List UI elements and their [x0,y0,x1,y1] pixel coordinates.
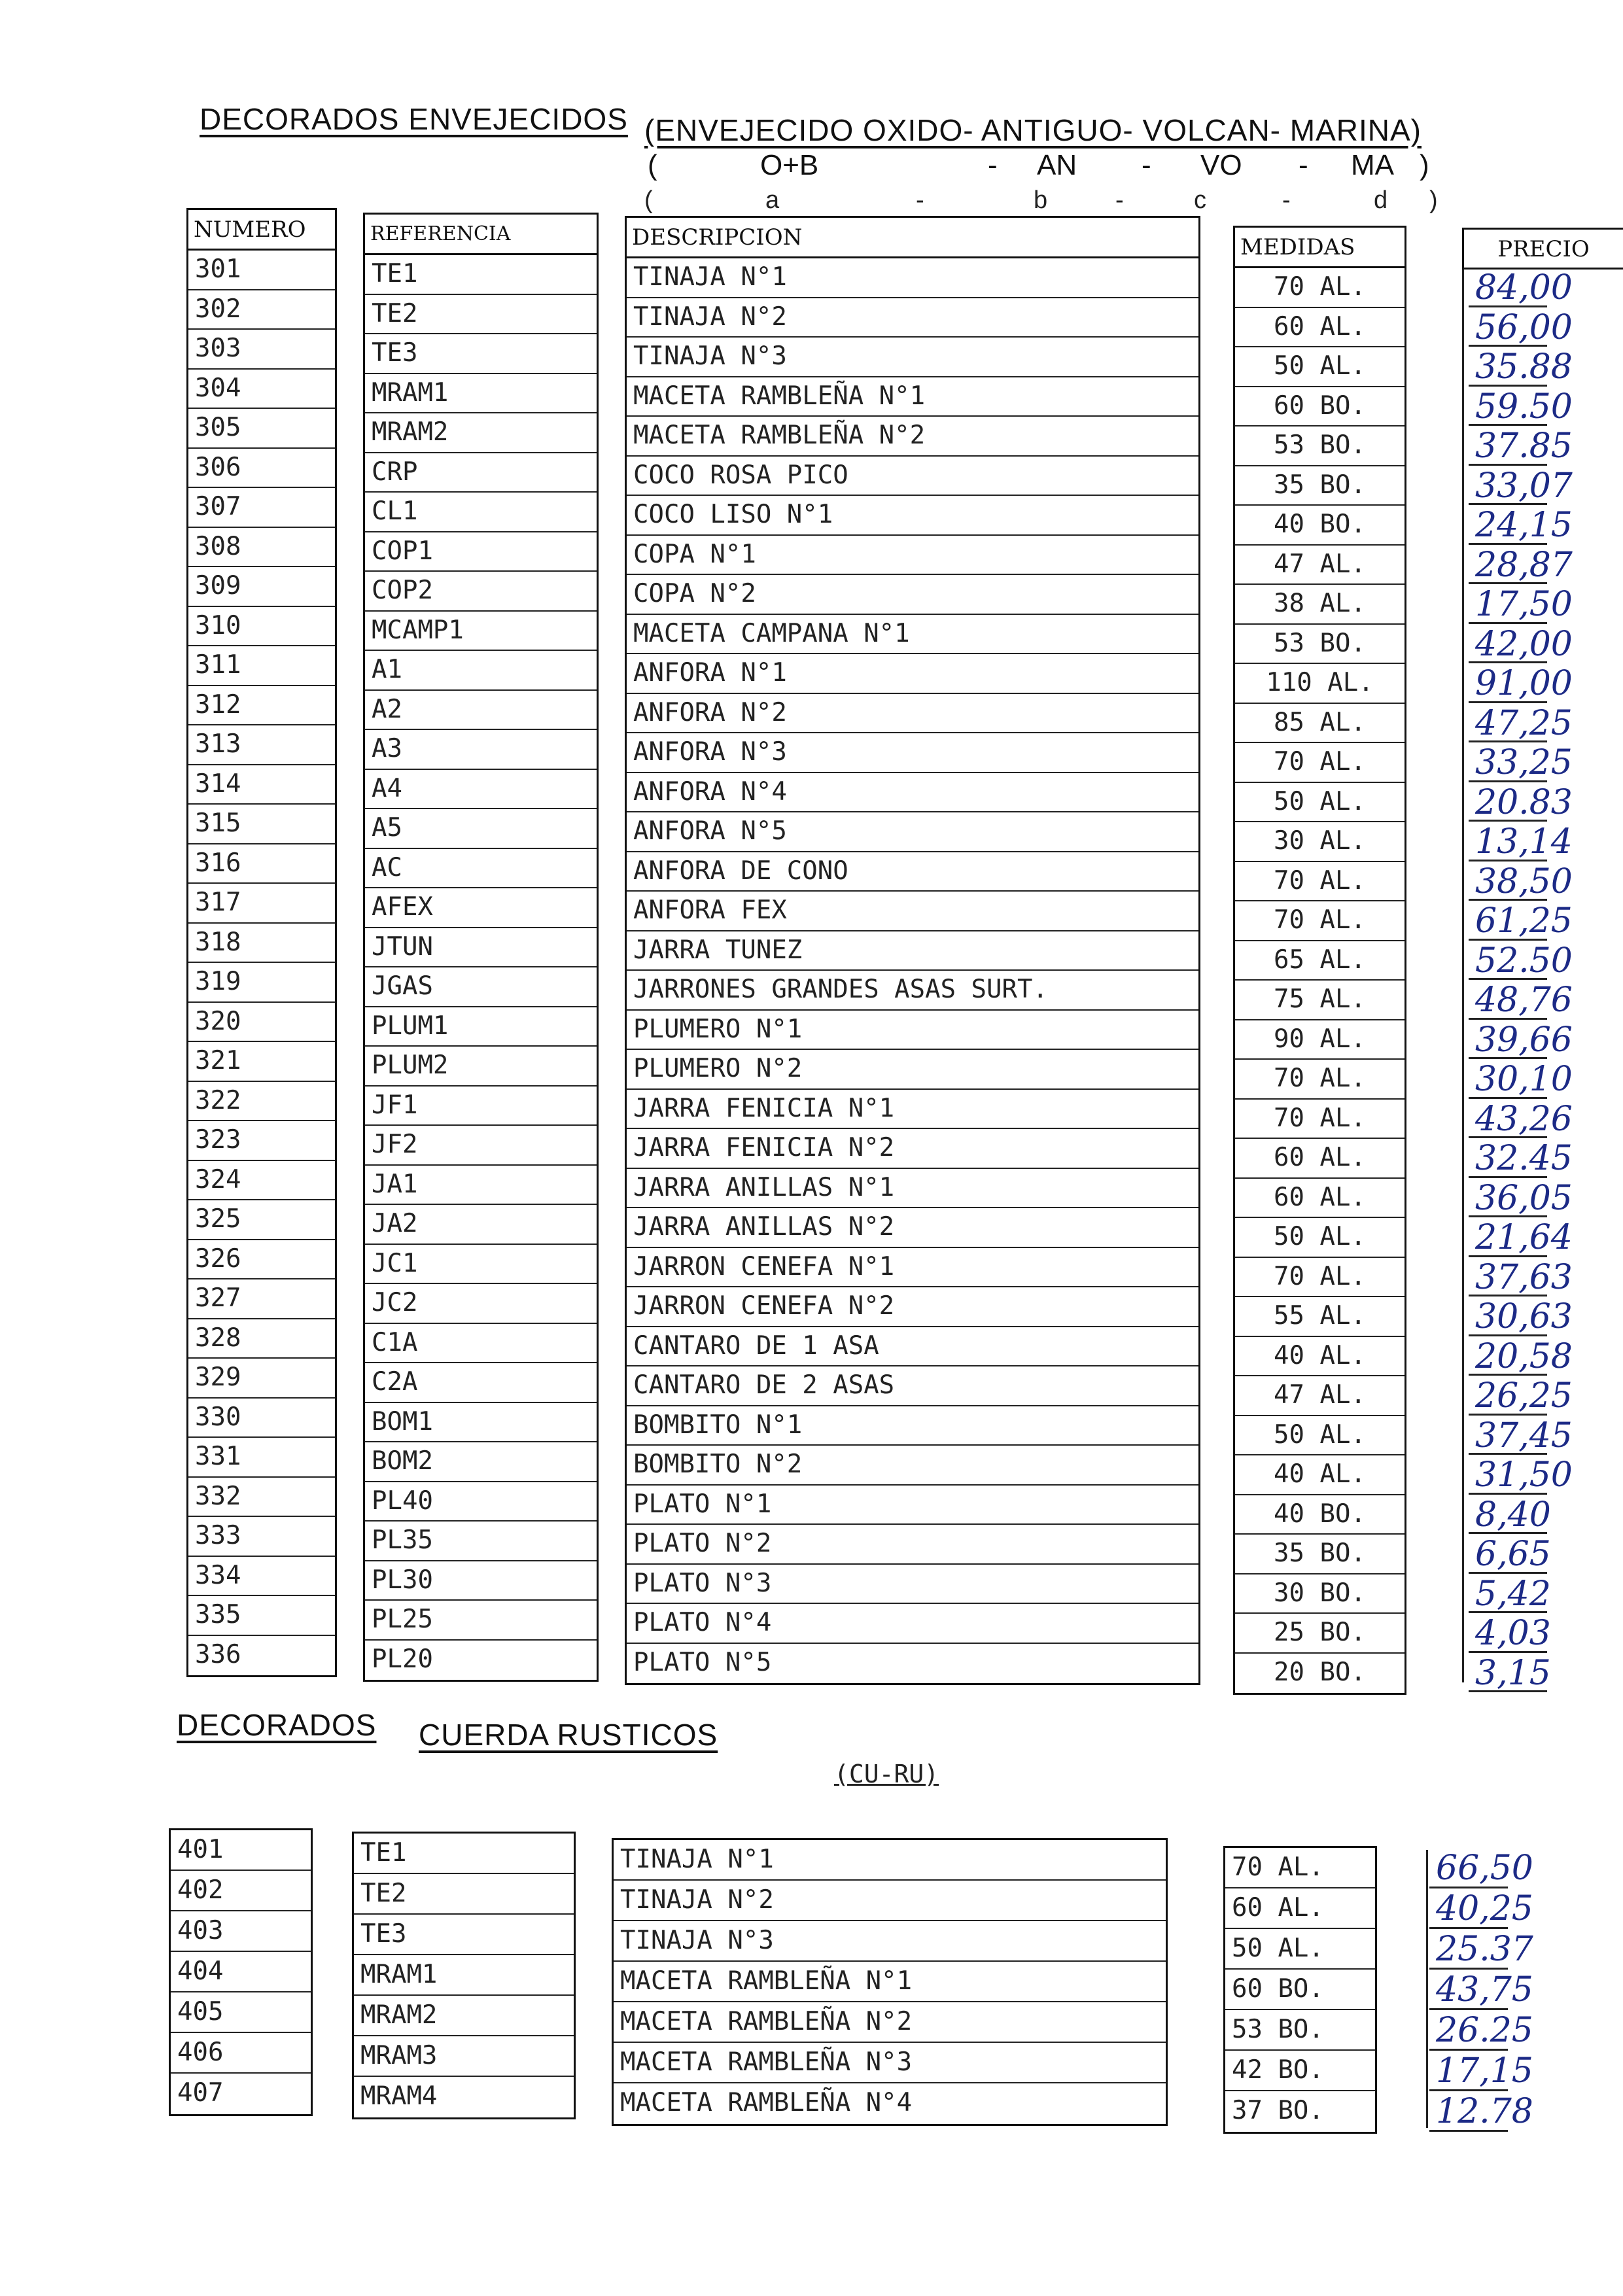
finish-letter-d: d [1374,186,1388,214]
descripcion-cell: JARRA TUNEZ [627,931,1198,971]
medidas-cell: 50 AL. [1235,347,1405,387]
finish-code-sep: - [988,149,998,181]
precio-value: 17,15 [1436,2051,1533,2091]
medidas-cell: 60 AL. [1235,1179,1405,1219]
medidas-cell: 110 AL. [1235,664,1405,704]
referencia-cell: COP2 [365,572,597,612]
numero-cell: 303 [188,330,335,370]
descripcion-cell: MACETA CAMPANA N°1 [627,615,1198,655]
referencia-cell: TE3 [365,334,597,374]
descripcion-cell: JARRON CENEFA N°1 [627,1248,1198,1288]
finish-code-open: ( [648,149,657,181]
referencia-cell: A1 [365,651,597,691]
finish-code-ma: MA [1351,149,1394,181]
descripcion-cell: TINAJA N°3 [627,338,1198,377]
numero-cell: 403 [171,1911,311,1952]
precio-value: 47,25 [1475,703,1573,743]
medidas-cell: 70 AL. [1235,743,1405,783]
s2-descripcion-column [612,1838,1168,2126]
referencia-cell: A4 [365,770,597,810]
medidas-cell: 70 AL. [1235,1060,1405,1100]
finish-letter-sep: - [1115,186,1124,214]
referencia-cell: C1A [365,1324,597,1364]
descripcion-cell: ANFORA N°5 [627,812,1198,852]
precio-value: 5,42 [1475,1574,1551,1614]
finish-code-sep: - [1142,149,1151,181]
medidas-cell: 50 AL. [1235,1218,1405,1258]
section1-title: DECORADOS ENVEJECIDOS [200,102,628,136]
numero-cell: 304 [188,370,335,409]
medidas-cell: 47 AL. [1235,546,1405,585]
referencia-cell: PL30 [365,1561,597,1601]
descripcion-cell: TINAJA N°2 [614,1881,1166,1921]
medidas-cell: 60 BO. [1235,387,1405,427]
precio-value: 26,25 [1475,1376,1573,1416]
medidas-cell: 53 BO. [1225,2010,1375,2051]
precio-value: 37,63 [1475,1257,1573,1297]
descripcion-cell: MACETA RAMBLEÑA N°2 [614,2002,1166,2043]
precio-value: 59.50 [1475,387,1573,426]
numero-cell: 305 [188,409,335,449]
descripcion-header: DESCRIPCION [627,218,1198,258]
section2-title-type: CUERDA RUSTICOS [419,1718,718,1752]
medidas-cell: 38 AL. [1235,585,1405,625]
finish-code-an: AN [1037,149,1077,181]
descripcion-cell: JARRA FENICIA N°1 [627,1090,1198,1130]
medidas-cell: 60 AL. [1225,1888,1375,1929]
descripcion-cell: MACETA RAMBLEÑA N°2 [627,417,1198,457]
medidas-cell: 35 BO. [1235,466,1405,506]
precio-value: 36,05 [1475,1178,1573,1218]
numero-cell: 407 [177,2078,224,2108]
precio-value: 56,00 [1475,307,1573,347]
precio-value: 33,07 [1475,466,1573,506]
numero-cell: 313 [188,725,335,765]
precio-header-box [1462,228,1623,270]
descripcion-cell: PLUMERO N°2 [627,1050,1198,1090]
precio-value: 6,65 [1475,1535,1551,1574]
numero-cell: 325 [188,1200,335,1240]
precio-value: 35.88 [1475,347,1573,387]
medidas-cell: 50 AL. [1225,1929,1375,1970]
referencia-cell: AC [365,849,597,889]
medidas-cell: 30 BO. [1235,1574,1405,1614]
referencia-cell: C2A [365,1363,597,1403]
referencia-cell: MRAM4 [360,2081,438,2111]
finish-code-ob: O+B [760,149,819,181]
referencia-cell: BOM2 [365,1442,597,1482]
s2-referencia-column [352,1832,576,2119]
finish-letter-b: b [1034,186,1048,214]
referencia-cell: JGAS [365,967,597,1007]
referencia-cell: JC1 [365,1245,597,1285]
medidas-cell: 60 BO. [1225,1970,1375,2010]
precio-value: 32.45 [1475,1139,1573,1178]
descripcion-cell: JARRONES GRANDES ASAS SURT. [627,971,1198,1011]
referencia-cell: AFEX [365,888,597,928]
numero-cell: 332 [188,1478,335,1518]
medidas-cell: 40 AL. [1235,1337,1405,1377]
descripcion-cell: COCO ROSA PICO [627,457,1198,496]
descripcion-cell: BOMBITO N°2 [627,1446,1198,1486]
precio-value: 37,45 [1475,1416,1573,1455]
referencia-cell: TE1 [354,1834,574,1874]
medidas-cell: 53 BO. [1235,625,1405,665]
numero-cell: 326 [188,1240,335,1280]
numero-cell: 307 [188,488,335,528]
numero-cell: 327 [188,1279,335,1319]
referencia-cell: PL35 [365,1522,597,1561]
finish-letter-a: a [765,186,780,214]
precio-value: 20,58 [1475,1336,1573,1376]
precio-value: 84,00 [1475,268,1573,307]
referencia-cell: MCAMP1 [365,612,597,652]
numero-cell: 333 [188,1517,335,1557]
finish-letter-sep: - [916,186,924,214]
precio-value: 43,26 [1475,1099,1573,1139]
numero-cell: 309 [188,567,335,607]
finish-letter-sep: - [1282,186,1291,214]
descripcion-cell: TINAJA N°2 [627,298,1198,338]
s2-medidas-column [1223,1846,1377,2134]
referencia-cell: BOM1 [365,1403,597,1443]
medidas-cell: 30 AL. [1235,822,1405,862]
referencia-cell: PLUM2 [365,1047,597,1087]
medidas-cell: 40 BO. [1235,506,1405,546]
precio-value: 61,25 [1475,901,1573,941]
medidas-cell: 40 AL. [1235,1455,1405,1495]
medidas-cell: 53 BO. [1235,426,1405,466]
medidas-cell: 37 BO. [1232,2096,1324,2125]
descripcion-cell: JARRA ANILLAS N°2 [627,1208,1198,1248]
precio-value: 48,76 [1475,981,1573,1020]
descripcion-cell: TINAJA N°1 [627,258,1198,298]
precio-value: 13,14 [1475,822,1573,861]
descripcion-cell: JARRON CENEFA N°2 [627,1287,1198,1327]
descripcion-cell: MACETA RAMBLEÑA N°1 [627,377,1198,417]
descripcion-cell: PLATO N°4 [627,1604,1198,1644]
descripcion-cell: CANTARO DE 1 ASA [627,1327,1198,1367]
precio-header: PRECIO [1497,236,1590,262]
referencia-cell: MRAM3 [354,2036,574,2077]
s2-precio-rule [1426,1850,1428,2128]
medidas-cell: 20 BO. [1274,1657,1366,1687]
medidas-header: MEDIDAS [1235,228,1405,268]
section2-code: (CU-RU) [834,1760,939,1788]
s2-numero-column [169,1828,313,2116]
medidas-cell: 75 AL. [1235,981,1405,1020]
referencia-cell: JTUN [365,928,597,968]
medidas-cell: 50 AL. [1235,1416,1405,1456]
precio-column-rule [1462,270,1464,1682]
descripcion-cell: ANFORA FEX [627,892,1198,931]
descripcion-cell: PLUMERO N°1 [627,1011,1198,1051]
numero-cell: 310 [188,607,335,647]
finish-letter-c: c [1194,186,1206,214]
numero-cell: 405 [171,1992,311,2033]
numero-cell: 329 [188,1359,335,1399]
numero-cell: 301 [188,251,335,290]
medidas-cell: 40 BO. [1235,1495,1405,1535]
precio-value: 4,03 [1475,1614,1551,1653]
descripcion-cell: PLATO N°2 [627,1525,1198,1565]
numero-cell: 321 [188,1042,335,1082]
precio-value: 24,15 [1475,506,1573,545]
descripcion-cell: ANFORA N°2 [627,694,1198,734]
referencia-cell: A3 [365,730,597,770]
precio-value: 33,25 [1475,743,1573,782]
medidas-cell: 60 AL. [1235,1139,1405,1179]
precio-value: 26.25 [1436,2011,1533,2050]
precio-value: 91,00 [1475,664,1573,703]
numero-cell: 314 [188,765,335,805]
descripcion-cell: PLATO N°1 [627,1486,1198,1525]
precio-value: 12.78 [1436,2092,1533,2131]
numero-cell: 316 [188,844,335,884]
numero-cell: 401 [171,1830,311,1871]
numero-cell: 406 [171,2033,311,2074]
referencia-cell: JF1 [365,1087,597,1126]
medidas-cell: 85 AL. [1235,704,1405,744]
medidas-cell: 55 AL. [1235,1297,1405,1337]
precio-value: 3,15 [1475,1653,1551,1693]
descripcion-cell: TINAJA N°3 [614,1921,1166,1962]
descripcion-cell: COCO LISO N°1 [627,496,1198,536]
section1-title-finishes: (ENVEJECIDO OXIDO- ANTIGUO- VOLCAN- MARINA) [644,113,1422,147]
descripcion-cell: PLATO N°5 [633,1647,772,1677]
descripcion-cell: JARRA ANILLAS N°1 [627,1169,1198,1209]
referencia-cell: TE1 [365,255,597,295]
numero-cell: 404 [171,1952,311,1992]
descripcion-cell: ANFORA N°4 [627,773,1198,813]
precio-value: 28,87 [1475,545,1573,585]
referencia-cell: TE2 [354,1874,574,1915]
precio-value: 25.37 [1436,1930,1533,1969]
numero-cell: 330 [188,1399,335,1438]
medidas-cell: 42 BO. [1225,2051,1375,2091]
precio-value: 43,75 [1436,1970,1533,2009]
descripcion-cell: MACETA RAMBLEÑA N°1 [614,1962,1166,2002]
precio-value: 31,50 [1475,1455,1573,1495]
referencia-cell: CRP [365,453,597,493]
referencia-cell: PL40 [365,1482,597,1522]
precio-value: 30,10 [1475,1060,1573,1099]
referencia-cell: PL20 [372,1644,433,1674]
descripcion-cell: ANFORA DE CONO [627,852,1198,892]
descripcion-cell: JARRA FENICIA N°2 [627,1129,1198,1169]
medidas-cell: 70 AL. [1235,1258,1405,1298]
descripcion-cell: MACETA RAMBLEÑA N°4 [620,2088,913,2117]
medidas-cell: 25 BO. [1235,1614,1405,1654]
referencia-cell: JA1 [365,1166,597,1206]
medidas-column [1233,226,1406,1695]
referencia-cell: JF2 [365,1126,597,1166]
medidas-cell: 90 AL. [1235,1020,1405,1060]
referencia-cell: JC2 [365,1284,597,1324]
section2-title: DECORADOS [177,1708,377,1742]
numero-cell: 336 [195,1639,241,1669]
numero-column [186,208,337,1677]
numero-cell: 331 [188,1438,335,1478]
descripcion-cell: ANFORA N°3 [627,733,1198,773]
precio-value: 21,64 [1475,1218,1573,1257]
numero-cell: 328 [188,1319,335,1359]
finish-letter-close: ) [1429,186,1438,214]
medidas-cell: 50 AL. [1235,783,1405,823]
numero-cell: 311 [188,646,335,686]
finish-code-sep: - [1299,149,1308,181]
referencia-cell: TE2 [365,295,597,335]
referencia-cell: PL25 [365,1601,597,1641]
descripcion-cell: MACETA RAMBLEÑA N°3 [614,2043,1166,2083]
numero-cell: 323 [188,1121,335,1161]
referencia-cell: TE3 [354,1915,574,1955]
referencia-cell: A5 [365,809,597,849]
precio-value: 52.50 [1475,941,1573,981]
numero-cell: 315 [188,805,335,844]
referencia-cell: JA2 [365,1205,597,1245]
referencia-column [363,213,599,1682]
medidas-cell: 65 AL. [1235,941,1405,981]
medidas-cell: 35 BO. [1235,1535,1405,1574]
medidas-cell: 60 AL. [1235,308,1405,348]
numero-cell: 312 [188,686,335,726]
medidas-cell: 70 AL. [1235,862,1405,902]
numero-cell: 335 [188,1596,335,1636]
numero-cell: 320 [188,1003,335,1043]
numero-cell: 306 [188,449,335,489]
finish-code-close: ) [1420,149,1429,181]
precio-value: 8,40 [1475,1495,1551,1535]
descripcion-cell: COPA N°1 [627,536,1198,576]
precio-value: 42,00 [1475,624,1573,664]
precio-value: 38,50 [1475,861,1573,901]
precio-value: 30,63 [1475,1297,1573,1336]
numero-cell: 319 [188,963,335,1003]
referencia-cell: MRAM1 [365,374,597,414]
descripcion-cell: BOMBITO N°1 [627,1406,1198,1446]
medidas-cell: 70 AL. [1235,1100,1405,1139]
descripcion-cell: COPA N°2 [627,575,1198,615]
numero-cell: 402 [171,1871,311,1911]
referencia-header: REFERENCIA [365,215,597,255]
precio-value: 40,25 [1436,1889,1533,1928]
finish-code-vo: VO [1200,149,1242,181]
numero-header: NUMERO [188,210,335,251]
medidas-cell: 70 AL. [1235,901,1405,941]
numero-cell: 308 [188,528,335,568]
descripcion-column [625,216,1200,1685]
referencia-cell: COP1 [365,532,597,572]
referencia-cell: A2 [365,691,597,731]
numero-cell: 324 [188,1161,335,1201]
referencia-cell: MRAM1 [354,1955,574,1996]
descripcion-cell: PLATO N°3 [627,1565,1198,1605]
medidas-cell: 70 AL. [1225,1848,1375,1888]
descripcion-cell: CANTARO DE 2 ASAS [627,1366,1198,1406]
numero-cell: 318 [188,924,335,964]
precio-value: 39,66 [1475,1020,1573,1060]
numero-cell: 322 [188,1082,335,1122]
precio-value: 37.85 [1475,426,1573,466]
medidas-cell: 70 AL. [1235,268,1405,308]
numero-cell: 334 [188,1557,335,1597]
descripcion-cell: ANFORA N°1 [627,654,1198,694]
finish-letter-open: ( [644,186,653,214]
numero-cell: 317 [188,884,335,924]
precio-value: 17,50 [1475,585,1573,624]
referencia-cell: MRAM2 [365,413,597,453]
referencia-cell: PLUM1 [365,1007,597,1047]
referencia-cell: CL1 [365,493,597,532]
precio-value: 20.83 [1475,782,1573,822]
precio-value: 66,50 [1436,1849,1533,1888]
referencia-cell: MRAM2 [354,1996,574,2036]
medidas-cell: 47 AL. [1235,1376,1405,1416]
descripcion-cell: TINAJA N°1 [614,1840,1166,1881]
numero-cell: 302 [188,290,335,330]
